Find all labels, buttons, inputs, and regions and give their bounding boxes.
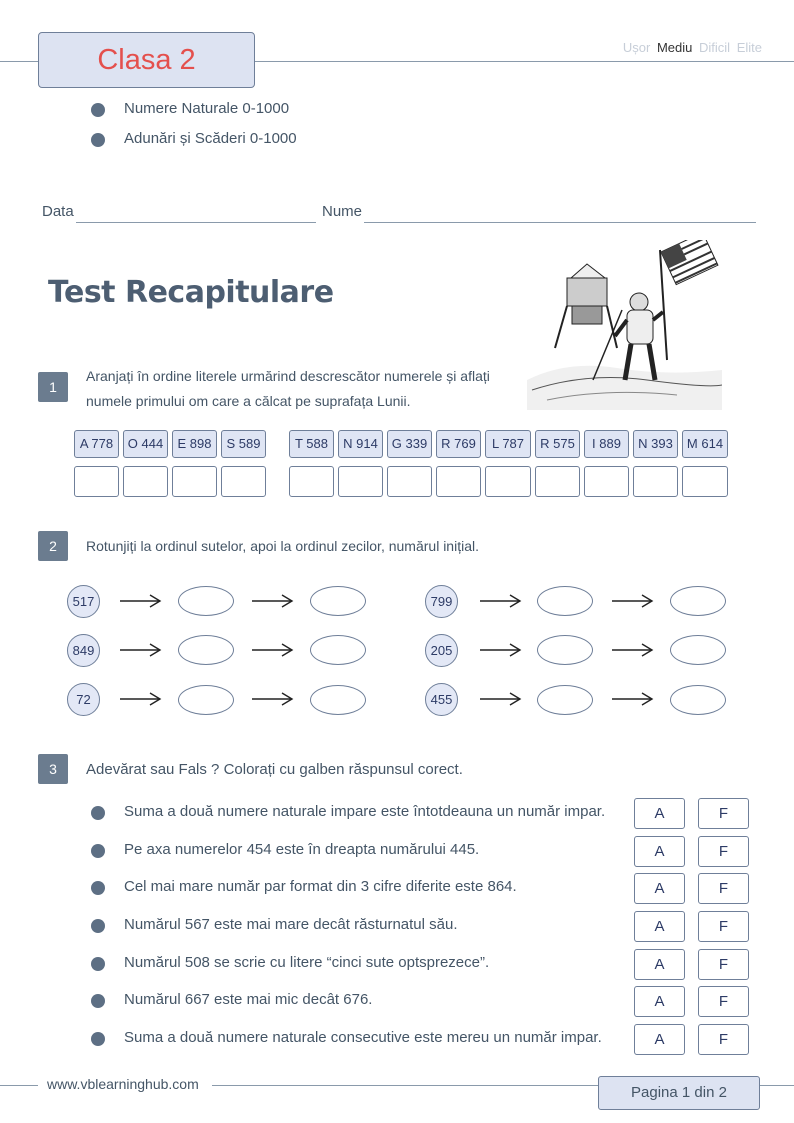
answer-cell[interactable] (682, 466, 728, 497)
arrow-right-icon (250, 594, 294, 608)
number-circle: 517 (67, 585, 100, 618)
arrow-right-icon (250, 643, 294, 657)
number-circle: 72 (67, 683, 100, 716)
letter-cell: E 898 (172, 430, 217, 458)
false-box[interactable]: F (698, 1024, 749, 1055)
letter-cell: O 444 (123, 430, 168, 458)
arrow-right-icon (250, 692, 294, 706)
answer-cell[interactable] (485, 466, 531, 497)
question-1-badge: 1 (38, 372, 68, 402)
question-1-text-line: Aranjați în ordine literele urmărind descrescător numerele și aflați (86, 368, 490, 384)
answer-cell[interactable] (74, 466, 119, 497)
false-box[interactable]: F (698, 873, 749, 904)
letter-cell: R 575 (535, 430, 580, 458)
answer-cell[interactable] (633, 466, 678, 497)
difficulty-levels (620, 40, 762, 55)
answer-cell[interactable] (338, 466, 383, 497)
false-box[interactable]: F (698, 986, 749, 1017)
letter-cell: A 778 (74, 430, 119, 458)
answer-cell[interactable] (584, 466, 629, 497)
answer-oval[interactable] (670, 685, 726, 715)
true-box[interactable]: A (634, 1024, 685, 1055)
letter-cell: S 589 (221, 430, 266, 458)
footer-rule (760, 1085, 794, 1086)
question-1-text (86, 364, 490, 414)
answer-cell[interactable] (436, 466, 481, 497)
statement-text: Numărul 567 este mai mare decât răsturnatul său. (124, 916, 458, 933)
test-title: Test Recapitulare (48, 275, 334, 310)
astronaut-moon-flag-illustration (527, 240, 722, 410)
level-easy: Ușor (622, 40, 651, 55)
topic-bullet-icon (91, 133, 105, 147)
letter-cell: I 889 (584, 430, 629, 458)
true-box[interactable]: A (634, 986, 685, 1017)
answer-oval[interactable] (537, 586, 593, 616)
statement-text: Numărul 508 se scrie cu litere “cinci sute optsprezece”. (124, 954, 490, 971)
number-circle: 849 (67, 634, 100, 667)
arrow-right-icon (610, 692, 654, 706)
answer-cell[interactable] (123, 466, 168, 497)
arrow-right-icon (610, 594, 654, 608)
true-box[interactable]: A (634, 798, 685, 829)
statement-text: Cel mai mare număr par format din 3 cifre diferite este 864. (124, 878, 517, 895)
statement-bullet-icon (91, 844, 105, 858)
true-box[interactable]: A (634, 873, 685, 904)
answer-oval[interactable] (178, 586, 234, 616)
level-hard: Dificil (699, 40, 731, 55)
false-box[interactable]: F (698, 911, 749, 942)
topic-bullet-icon (91, 103, 105, 117)
question-3-text: Adevărat sau Fals ? Colorați cu galben răspunsul corect. (86, 761, 463, 778)
topic-item: Adunări și Scăderi 0-1000 (124, 130, 297, 147)
topic-item: Numere Naturale 0-1000 (124, 100, 290, 117)
answer-oval[interactable] (670, 586, 726, 616)
answer-cell[interactable] (221, 466, 266, 497)
number-circle: 455 (425, 683, 458, 716)
question-2-text: Rotunjiți la ordinul sutelor, apoi la ordinul zecilor, numărul inițial. (86, 538, 479, 554)
answer-oval[interactable] (310, 586, 366, 616)
class-title: Clasa 2 (97, 44, 196, 76)
answer-cell[interactable] (172, 466, 217, 497)
letter-cell: T 588 (289, 430, 334, 458)
number-circle: 799 (425, 585, 458, 618)
false-box[interactable]: F (698, 798, 749, 829)
arrow-right-icon (478, 594, 522, 608)
statement-bullet-icon (91, 957, 105, 971)
statement-text: Numărul 667 este mai mic decât 676. (124, 991, 373, 1008)
letter-cell: G 339 (387, 430, 432, 458)
name-field[interactable] (364, 222, 756, 223)
page-indicator: Pagina 1 din 2 (598, 1076, 760, 1110)
true-box[interactable]: A (634, 836, 685, 867)
statement-text: Pe axa numerelor 454 este în dreapta numărului 445. (124, 841, 480, 858)
arrow-right-icon (118, 594, 162, 608)
arrow-right-icon (478, 692, 522, 706)
letter-cell: N 393 (633, 430, 678, 458)
footer-rule (212, 1085, 598, 1086)
arrow-right-icon (118, 692, 162, 706)
answer-oval[interactable] (178, 635, 234, 665)
false-box[interactable]: F (698, 949, 749, 980)
answer-oval[interactable] (178, 685, 234, 715)
question-1-text-line: numele primului om care a călcat pe suprafața Lunii. (86, 393, 411, 409)
arrow-right-icon (118, 643, 162, 657)
answer-oval[interactable] (537, 635, 593, 665)
statement-bullet-icon (91, 994, 105, 1008)
statement-bullet-icon (91, 919, 105, 933)
date-label: Data (42, 203, 74, 220)
letter-cell: L 787 (485, 430, 531, 458)
question-2-badge: 2 (38, 531, 68, 561)
statement-text: Suma a două numere naturale consecutive este mereu un număr impar. (124, 1029, 602, 1046)
name-label: Nume (322, 203, 363, 220)
website-link[interactable]: www.vblearninghub.com (47, 1076, 199, 1092)
number-circle: 205 (425, 634, 458, 667)
answer-cell[interactable] (535, 466, 580, 497)
arrow-right-icon (610, 643, 654, 657)
letter-cell: M 614 (682, 430, 728, 458)
answer-cell[interactable] (387, 466, 432, 497)
date-field[interactable] (76, 222, 316, 223)
question-3-badge: 3 (38, 754, 68, 784)
statement-text: Suma a două numere naturale impare este întotdeauna un număr impar. (124, 803, 606, 820)
letter-cell: R 769 (436, 430, 481, 458)
true-box[interactable]: A (634, 949, 685, 980)
statement-bullet-icon (91, 881, 105, 895)
level-medium: Mediu (656, 40, 693, 55)
footer-rule (0, 1085, 38, 1086)
answer-cell[interactable] (289, 466, 334, 497)
arrow-right-icon (478, 643, 522, 657)
letter-cell: N 914 (338, 430, 383, 458)
statement-bullet-icon (91, 1032, 105, 1046)
answer-oval[interactable] (310, 685, 366, 715)
level-elite: Elite (736, 40, 762, 55)
answer-oval[interactable] (537, 685, 593, 715)
answer-oval[interactable] (310, 635, 366, 665)
statement-bullet-icon (91, 806, 105, 820)
answer-oval[interactable] (670, 635, 726, 665)
true-box[interactable]: A (634, 911, 685, 942)
false-box[interactable]: F (698, 836, 749, 867)
